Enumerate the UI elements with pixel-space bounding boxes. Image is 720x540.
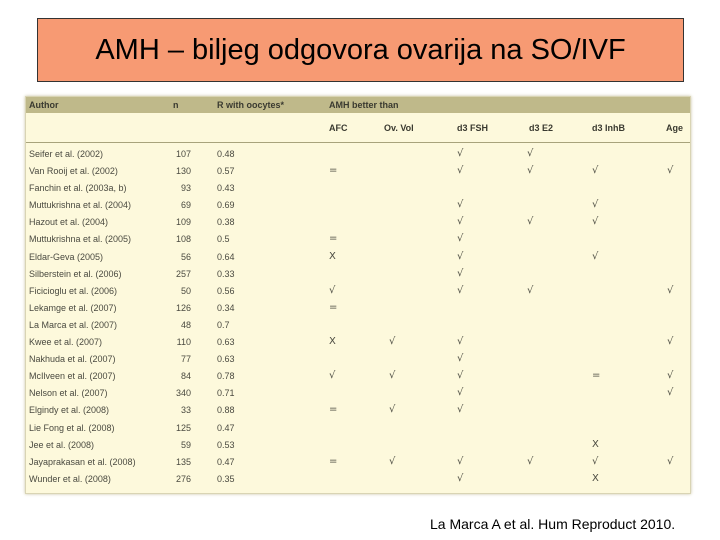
cell-r: 0.7 [217, 319, 230, 330]
table-row [26, 250, 690, 267]
cell-mark: √ [457, 199, 464, 211]
cell-r: 0.35 [217, 473, 235, 484]
cell-author: Lekamge et al. (2007) [29, 302, 117, 313]
cell-author: Jayaprakasan et al. (2008) [29, 456, 136, 467]
cell-author: Elgindy et al. (2008) [29, 405, 110, 416]
cell-n: 125 [175, 422, 191, 433]
table-row [26, 318, 690, 335]
cell-mark: √ [527, 148, 534, 159]
cell-n: 276 [175, 473, 191, 484]
cell-mark: √ [592, 216, 599, 228]
cell-mark: √ [329, 284, 336, 296]
cell-author: Jee et al. (2008) [29, 439, 95, 450]
subheader-age: Age [666, 123, 684, 133]
cell-n: 33 [180, 405, 191, 416]
cell-author: Seifer et al. (2002) [29, 149, 104, 159]
subheader-d3-e2: d3 E2 [529, 123, 554, 133]
cell-author: McIlveen et al. (2007) [29, 371, 116, 382]
cell-mark: √ [592, 199, 599, 211]
cell-mark: √ [389, 370, 396, 382]
table-header-sub [26, 113, 690, 143]
cell-r: 0.88 [217, 405, 235, 416]
cell-mark: √ [667, 284, 674, 296]
table-row [26, 335, 690, 352]
cell-n: 135 [175, 456, 191, 467]
header-r: R with oocytes* [217, 100, 285, 110]
cell-mark: X [329, 336, 336, 348]
cell-n: 69 [180, 200, 191, 211]
cell-author: Nelson et al. (2007) [29, 388, 108, 399]
table-row [26, 438, 690, 455]
cell-author: Muttukrishna et al. (2005) [29, 234, 132, 245]
header-n: n [173, 100, 179, 110]
table-row [26, 147, 690, 164]
cell-author: Fanchin et al. (2003a, b) [29, 183, 127, 194]
table-row [26, 267, 690, 284]
table-row [26, 369, 690, 386]
cell-mark: √ [667, 387, 674, 399]
cell-author: Wunder et al. (2008) [29, 473, 111, 484]
cell-mark: √ [457, 216, 464, 228]
cell-r: 0.56 [217, 285, 235, 296]
cell-author: Muttukrishna et al. (2004) [29, 200, 132, 211]
cell-mark: = [329, 455, 338, 467]
subheader-d3-fsh: d3 FSH [457, 123, 489, 133]
cell-author: Nakhuda et al. (2007) [29, 354, 116, 365]
cell-author: Hazout et al. (2004) [29, 217, 109, 228]
cell-mark: √ [592, 250, 599, 262]
cell-mark: √ [389, 455, 396, 467]
cell-r: 0.5 [217, 234, 230, 245]
cell-mark: √ [667, 336, 674, 348]
cell-mark: √ [667, 165, 674, 177]
cell-r: 0.38 [217, 217, 235, 228]
cell-mark: √ [667, 370, 674, 382]
cell-r: 0.33 [217, 268, 235, 279]
cell-r: 0.78 [217, 371, 235, 382]
table-row [26, 386, 690, 403]
cell-author: La Marca et al. (2007) [29, 319, 118, 330]
cell-mark: X [592, 438, 599, 450]
cell-r: 0.47 [217, 456, 235, 467]
subheader-ov-vol: Ov. Vol [384, 123, 414, 133]
table-row [26, 403, 690, 420]
cell-author: Eldar-Geva (2005) [29, 251, 104, 262]
cell-mark: √ [667, 455, 674, 467]
table-row [26, 421, 690, 438]
cell-n: 84 [180, 371, 191, 382]
cell-n: 50 [180, 285, 191, 296]
cell-mark: √ [329, 370, 336, 382]
amh-comparison-table [25, 96, 691, 494]
cell-mark: √ [457, 472, 464, 484]
subheader-afc: AFC [329, 123, 348, 133]
cell-mark: X [592, 472, 599, 484]
cell-n: 126 [175, 302, 191, 313]
cell-author: Ficicioglu et al. (2006) [29, 285, 118, 296]
cell-n: 93 [180, 183, 191, 194]
cell-author: Silberstein et al. (2006) [29, 268, 122, 279]
cell-mark: = [329, 233, 338, 245]
cell-n: 107 [175, 149, 191, 159]
cell-r: 0.47 [217, 422, 235, 433]
cell-mark: √ [457, 336, 464, 348]
cell-mark: √ [389, 336, 396, 348]
cell-mark: √ [457, 353, 464, 365]
cell-mark: √ [457, 387, 464, 399]
cell-r: 0.63 [217, 337, 235, 348]
cell-r: 0.57 [217, 166, 235, 177]
cell-mark: √ [527, 455, 534, 467]
table-row [26, 181, 690, 198]
cell-mark: √ [457, 148, 464, 159]
cell-mark: √ [457, 267, 464, 279]
cell-n: 110 [176, 337, 191, 348]
cell-mark: √ [592, 165, 599, 177]
table-row [26, 455, 690, 472]
cell-n: 109 [175, 217, 191, 228]
cell-mark: √ [457, 370, 464, 382]
cell-r: 0.71 [217, 388, 235, 399]
cell-n: 48 [180, 319, 191, 330]
cell-mark: = [329, 404, 338, 416]
cell-n: 130 [175, 166, 191, 177]
cell-n: 59 [180, 439, 191, 450]
cell-mark: = [329, 301, 338, 313]
cell-r: 0.43 [217, 183, 235, 194]
cell-mark: √ [457, 284, 464, 296]
slide-title: AMH – biljeg odgovora ovarija na SO/IVF [95, 33, 626, 66]
cell-mark: √ [527, 165, 534, 177]
cell-mark: √ [457, 233, 464, 245]
cell-n: 108 [175, 234, 191, 245]
cell-mark: √ [527, 284, 534, 296]
table-row [26, 215, 690, 232]
subheader-d3-inhb: d3 InhB [592, 123, 625, 133]
cell-author: Van Rooij et al. (2002) [29, 166, 118, 177]
table-row [26, 164, 690, 181]
cell-n: 77 [180, 354, 191, 365]
table-row [26, 301, 690, 318]
cell-r: 0.69 [217, 200, 235, 211]
cell-n: 340 [175, 388, 191, 399]
cell-mark: √ [457, 404, 464, 416]
title-box [37, 18, 684, 82]
table-body [26, 147, 690, 489]
cell-r: 0.53 [217, 439, 235, 450]
cell-mark: √ [457, 455, 464, 467]
cell-mark: √ [457, 250, 464, 262]
cell-r: 0.34 [217, 302, 235, 313]
table-row [26, 284, 690, 301]
cell-mark: X [329, 250, 336, 262]
table-row [26, 198, 690, 215]
cell-r: 0.48 [217, 149, 235, 159]
cell-mark: √ [592, 455, 599, 467]
cell-r: 0.63 [217, 354, 235, 365]
table-header-top [26, 97, 690, 113]
header-author: Author [29, 100, 59, 110]
cell-mark: = [329, 165, 338, 177]
cell-mark: √ [527, 216, 534, 228]
cell-mark: √ [457, 165, 464, 177]
cell-r: 0.64 [217, 251, 235, 262]
table-row [26, 232, 690, 249]
header-amh-better-than: AMH better than [329, 100, 399, 110]
table-row [26, 472, 690, 489]
cell-n: 56 [180, 251, 191, 262]
citation: La Marca A et al. Hum Reproduct 2010. [430, 516, 676, 532]
cell-mark: = [592, 370, 601, 382]
cell-author: Kwee et al. (2007) [29, 337, 103, 348]
cell-author: Lie Fong et al. (2008) [29, 422, 115, 433]
table-row [26, 352, 690, 369]
cell-n: 257 [175, 268, 191, 279]
cell-mark: √ [389, 404, 396, 416]
